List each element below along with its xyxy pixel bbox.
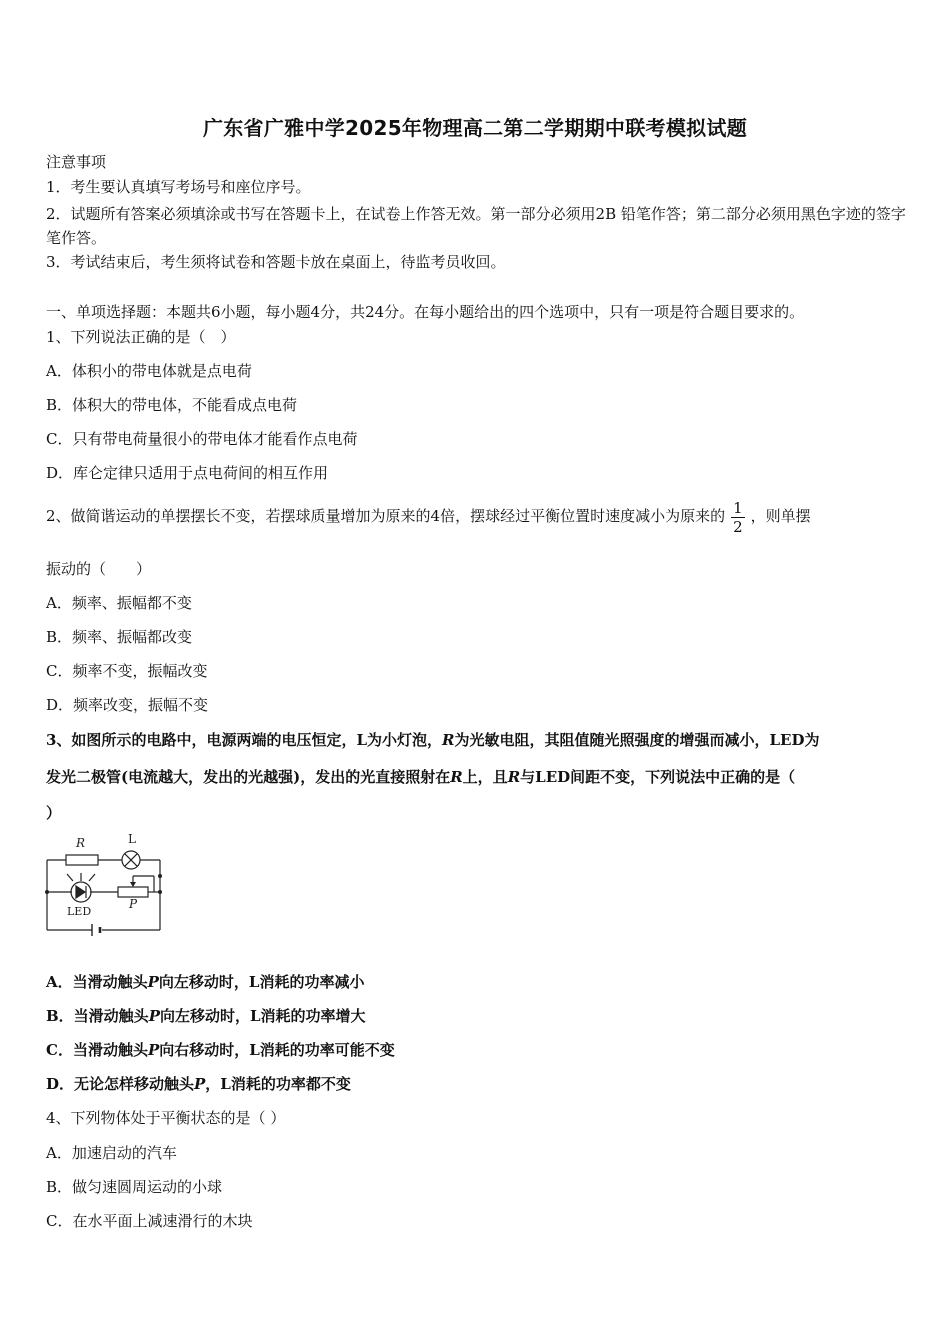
label-l: L [128, 832, 136, 846]
led-light-arrow [67, 874, 73, 881]
label-r: R [76, 836, 86, 850]
question-3-stem-line3: ） [46, 804, 62, 822]
question-1-option-d: D．库仑定律只适用于点电荷间的相互作用 [46, 464, 329, 482]
junction-dot [158, 874, 162, 878]
q3-text: 为光敏电阻，其阻值随光照强度的增强而减小，LED为 [454, 731, 820, 749]
label-p: P [129, 897, 138, 911]
section-header: 一、单项选择题：本题共6小题，每小题4分，共24分。在每小题给出的四个选项中，只有一项是符合题目要求的。 [46, 303, 805, 321]
question-4-option-c: C．在水平面上减速滑行的木块 [46, 1212, 253, 1230]
question-4-option-b: B．做匀速圆周运动的小球 [46, 1178, 223, 1196]
option-text: B．当滑动触头 [46, 1007, 149, 1025]
q3-text: 发光二极管(电流越大，发出的光越强)，发出的光直接照射在 [46, 768, 451, 786]
question-4-option-a: A．加速启动的汽车 [46, 1144, 177, 1162]
junction-dot [45, 890, 49, 894]
var-p: P [148, 1007, 160, 1025]
rheostat [118, 887, 148, 897]
option-text: ，L消耗的功率都不变 [205, 1075, 351, 1093]
junction-dot [158, 890, 162, 894]
question-3-stem-line2 [46, 767, 795, 787]
notice-item-3: 3．考试结束后，考生须将试卷和答题卡放在桌面上，待监考员收回。 [46, 253, 506, 271]
question-3-option-d [46, 1074, 351, 1094]
question-1-stem: 1、下列说法正确的是（ ） [46, 328, 236, 346]
question-3-option-b [46, 1006, 366, 1026]
option-text: 向右移动时，L消耗的功率可能不变 [159, 1041, 395, 1059]
var-r: R [450, 768, 463, 786]
notice-header: 注意事项 [46, 153, 107, 171]
circuit-diagram [40, 828, 170, 940]
option-text: 向左移动时，L消耗的功率减小 [158, 973, 365, 991]
fraction-denominator: 2 [733, 517, 743, 536]
question-2-stem [46, 496, 811, 536]
var-p: P [147, 973, 159, 991]
led-light-arrow [89, 874, 95, 881]
question-3-option-c [46, 1040, 395, 1060]
var-r: R [507, 768, 521, 786]
question-2-option-c: C．频率不变，振幅改变 [46, 662, 208, 680]
var-r: R [442, 731, 455, 749]
question-1-option-a: A．体积小的带电体就是点电荷 [46, 362, 252, 380]
question-2-option-a: A．频率、振幅都不变 [46, 594, 192, 612]
option-text: C．当滑动触头 [46, 1041, 148, 1059]
question-3-stem-line1 [46, 730, 819, 750]
question-2-option-d: D．频率改变，振幅不变 [46, 696, 209, 714]
fraction-one-half [731, 499, 745, 536]
notice-item-2: 2．试题所有答案必须填涂或书写在答题卡上，在试卷上作答无效。第一部分必须用2B 铅笔作答；第二部分必须用黑色字迹的签字笔作答。 [46, 205, 906, 247]
question-1-option-c: C．只有带电荷量很小的带电体才能看作点电荷 [46, 430, 358, 448]
option-text: D．无论怎样移动触头 [46, 1075, 195, 1093]
notice-item-1: 1．考生要认真填写考场号和座位序号。 [46, 178, 311, 196]
fraction-numerator: 1 [733, 498, 743, 517]
q3-text: 3、如图所示的电路中，电源两端的电压恒定，L为小灯泡， [46, 731, 442, 749]
label-led: LED [67, 905, 92, 918]
q3-text: 与LED间距不变，下列说法中正确的是（ [520, 768, 796, 786]
question-2-stem-part2: ，则单摆 [750, 507, 811, 525]
question-1-option-b: B．体积大的带电体，不能看成点电荷 [46, 396, 298, 414]
question-3-option-a [46, 972, 364, 992]
var-p: P [194, 1075, 206, 1093]
page-title: 广东省广雅中学2025年物理高二第二学期期中联考模拟试题 [202, 116, 748, 140]
resistor-r [66, 855, 98, 865]
q3-text: 上，且 [462, 768, 508, 786]
option-text: A．当滑动触头 [46, 973, 148, 991]
option-text: 向左移动时，L消耗的功率增大 [159, 1007, 366, 1025]
question-4-stem: 4、下列物体处于平衡状态的是（ ） [46, 1109, 286, 1127]
question-2-stem-part1: 2、做简谐运动的单摆摆长不变，若摆球质量增加为原来的4倍，摆球经过平衡位置时速度减小为原来的 [46, 507, 726, 525]
var-p: P [147, 1041, 160, 1059]
question-2-option-b: B．频率、振幅都改变 [46, 628, 193, 646]
question-2-stem-line2: 振动的（ ） [46, 560, 152, 578]
